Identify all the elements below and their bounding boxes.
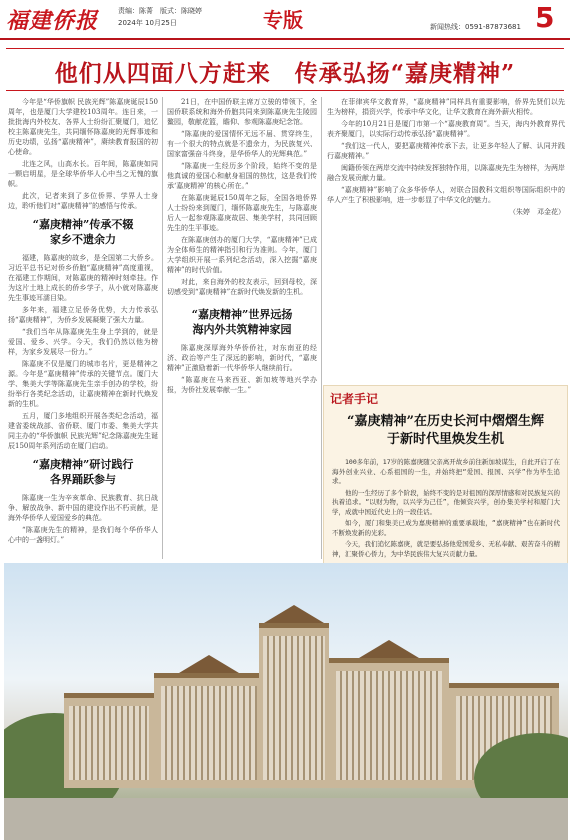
body-paragraph: “我们当年从陈嘉庚先生身上学到的，就是爱国、爱乡、兴学。今天，我们仍然以他为榜样，为家乡发展尽一份力。”: [8, 328, 158, 356]
campus-tower: [259, 623, 329, 788]
masthead-meta: [118, 5, 202, 29]
page-number: 5: [535, 1, 555, 34]
intro-paragraph: 北连之风，山高水长。百年间，陈嘉庚如同一颗启明星，是全球华侨华人心中当之无愧的旗帜。: [8, 160, 158, 188]
body-paragraph: 在陈嘉庚创办的厦门大学，“嘉庚精神”已成为全体师生的精神指引和行为准则。今年，厦门大学组织开展一系列纪念活动，深入挖掘“嘉庚精神”的时代价值。: [167, 236, 317, 274]
masthead: [0, 0, 570, 40]
body-paragraph: “嘉庚精神”影响了众多华侨华人，对联合国教科文组织等国际组织中的华人产生了积极影响，进一步彰显了中华文化的魅力。: [327, 186, 565, 204]
note-paragraph: 他的一生经历了多个阶段，始终不变的是对祖国的深厚情感和对民族复兴的执着追求。“以财为物，以兴学为己任”，他倾资兴学，创办集美学村和厦门大学，成就中国近代史上的一段佳话。: [332, 488, 560, 516]
issue-date: 2024年 10月25日: [118, 19, 177, 27]
news-hotline: 新闻热线：0591-87873681: [430, 23, 521, 31]
body-paragraph: “陈嘉庚的爱国情怀无远不届、贯穿终生，有一个很大的特点就是不遗余力，为民族复兴、国家富强奋斗终身，是华侨华人的光辉典范。”: [167, 130, 317, 158]
reporter-note-body: [332, 458, 560, 562]
body-paragraph: 陈嘉庚深厚海外华侨侨社，对东南亚的经济、政治等产生了深远的影响，新时代，“嘉庚精神”正激励着新一代华侨华人继续前行。: [167, 344, 317, 372]
reporter-note-box: [323, 385, 568, 567]
reporter-note-title: “嘉庚精神”在历史长河中熠熠生辉 于新时代里焕发生机: [347, 414, 544, 447]
article-column-1: [8, 97, 158, 559]
body-paragraph: 福建，陈嘉庚的故乡，是全国第二大侨乡。习近平总书记对侨乡侨胞“嘉庚精神”高度重视，在福建工作期间，对陈嘉庚的精神时刻牵挂。作为这片土地上成长的侨乡学子，从小就对陈嘉庚先生事迹耳濡目染。: [8, 254, 158, 302]
body-paragraph: 闽籍侨领在两岸交流中持续发挥独特作用，以陈嘉庚先生为榜样，为两岸融合发展贡献力量。: [327, 164, 565, 182]
campus-building: [154, 673, 264, 788]
intro-paragraph: 此次，记者来到了多位侨界、学界人士身边，聆听他们对“嘉庚精神”的感悟与传承。: [8, 192, 158, 210]
column-divider: [321, 97, 322, 559]
body-paragraph: 今年的10月21日是厦门市第一个“嘉庚教育周”。当天，海内外教育界代表齐聚厦门，以实际行动传承弘扬“嘉庚精神”。: [327, 120, 565, 138]
campus-building: [64, 693, 154, 788]
article-column-3: [327, 97, 565, 380]
editor-credit: 责编：陈菁 版式：陈晓婷: [118, 7, 202, 15]
campus-building: [329, 658, 449, 788]
note-paragraph: 今天，我们追忆陈嘉庚，就是要弘扬他爱国爱乡、无私奉献、艰苦奋斗的精神，汇聚侨心侨力，为中华民族伟大复兴贡献力量。: [332, 540, 560, 558]
section-title: 专版: [263, 8, 303, 32]
campus-photo: [4, 563, 568, 840]
tower-roof: [264, 605, 324, 623]
body-paragraph: “陈嘉庚先生的精神，是我们每个华侨华人心中的一盏明灯。”: [8, 526, 158, 544]
body-paragraph: 在陈嘉庚诞辰150周年之际，全国各地侨界人士纷纷来到厦门，缅怀陈嘉庚先生，与陈嘉庚后人一起参观陈嘉庚故居、集美学村，共同回顾先生的生平事迹。: [167, 194, 317, 232]
article-column-2: [167, 97, 317, 559]
byline: （朱婷 邓金花）: [509, 208, 565, 216]
note-paragraph: 如今，厦门和集美已成为嘉庚精神的重要承载地，“嘉庚精神”也在新时代不断焕发新的光彩。: [332, 519, 560, 537]
subheading-research: “嘉庚精神”研讨践行 各界踊跃参与: [32, 458, 134, 486]
body-paragraph: 多年来，福建立足侨务优势，大力传承弘扬“嘉庚精神”，为侨乡发展凝聚了强大力量。: [8, 306, 158, 324]
reporter-note-label: 记者手记: [330, 392, 379, 406]
building-roof: [359, 640, 419, 658]
body-paragraph: 五月，厦门多地组织开展各类纪念活动，福建省委统战部、省侨联、厦门市委、集美大学共同主办的“华侨旗帜 民族光辉”纪念陈嘉庚先生诞辰150周年系列活动在厦门启动。: [8, 412, 158, 450]
column-divider: [162, 97, 163, 559]
body-paragraph: “我们这一代人，要把嘉庚精神传承下去，让更多年轻人了解、认同并践行嘉庚精神。”: [327, 142, 565, 160]
body-paragraph: “陈嘉庚在马来西亚、新加坡等地兴学办报，为侨社发展奉献一生。”: [167, 376, 317, 394]
campus-road: [4, 798, 568, 840]
intro-paragraph: 今年是“华侨旗帜 民族光辉”陈嘉庚诞辰150周年，也是厦门大学建校103周年。连日来，一批批海内外校友、各界人士纷纷汇聚厦门，追忆校主陈嘉庚先生，共同缅怀陈嘉庚的光辉事迹和历史功绩，弘扬“嘉庚精神”，赓续教育报国的初心使命。: [8, 98, 158, 156]
page-headline: 他们从四面八方赶来 传承弘扬“嘉庚精神”: [54, 60, 516, 87]
body-paragraph: 对此，来自海外的校友表示，回到母校，深切感受到“嘉庚精神”在新时代焕发新的生机。: [167, 278, 317, 296]
body-paragraph: 陈嘉庚不仅是厦门的城市名片，更是精神之源。今年是“嘉庚精神”传承的关键节点。厦门大学、集美大学等陈嘉庚先生亲手创办的学校，纷纷举行各类纪念活动，让嘉庚精神在新时代焕发新的生机。: [8, 360, 158, 408]
newspaper-logo: 福建侨报: [6, 8, 99, 34]
body-paragraph: 在菲律宾华文教育界，“嘉庚精神”同样具有重要影响，侨界先贤们以先生为榜样，捐资兴学，传承中华文化，让华文教育在海外薪火相传。: [327, 98, 565, 116]
subheading-overseas: “嘉庚精神”世界远扬 海内外共筑精神家园: [191, 308, 293, 336]
body-paragraph: “陈嘉庚一生经历多个阶段，始终不变的是他真诚的爱国心和献身祖国的热忱，这是我们传承‘嘉庚精神’的核心所在。”: [167, 162, 317, 190]
building-roof: [179, 655, 239, 673]
headline-top-rule: [6, 48, 564, 49]
body-paragraph: 21日，在中国侨联主席万立骏的带领下，全国侨联系统和海外侨胞共同来到陈嘉庚先生陵园鳌园，敬献花篮，瞻仰、参观陈嘉庚纪念馆。: [167, 98, 317, 126]
note-paragraph: 100多年前，17岁的陈嘉庚随父亲离开故乡前往新加坡谋生，自此开启了在海外创业兴业、心系祖国的一生，并始终把“爱国、报国、兴学”作为毕生追求。: [332, 458, 560, 485]
headline-bottom-rule: [6, 90, 564, 91]
body-paragraph: 陈嘉庚一生为辛亥革命、民族教育、抗日战争、解放战争、新中国的建设作出不朽贡献，是海外华侨华人爱国爱乡的典范。: [8, 494, 158, 522]
subheading-heritage: “嘉庚精神”传承不辍 家乡不遗余力: [32, 218, 134, 246]
